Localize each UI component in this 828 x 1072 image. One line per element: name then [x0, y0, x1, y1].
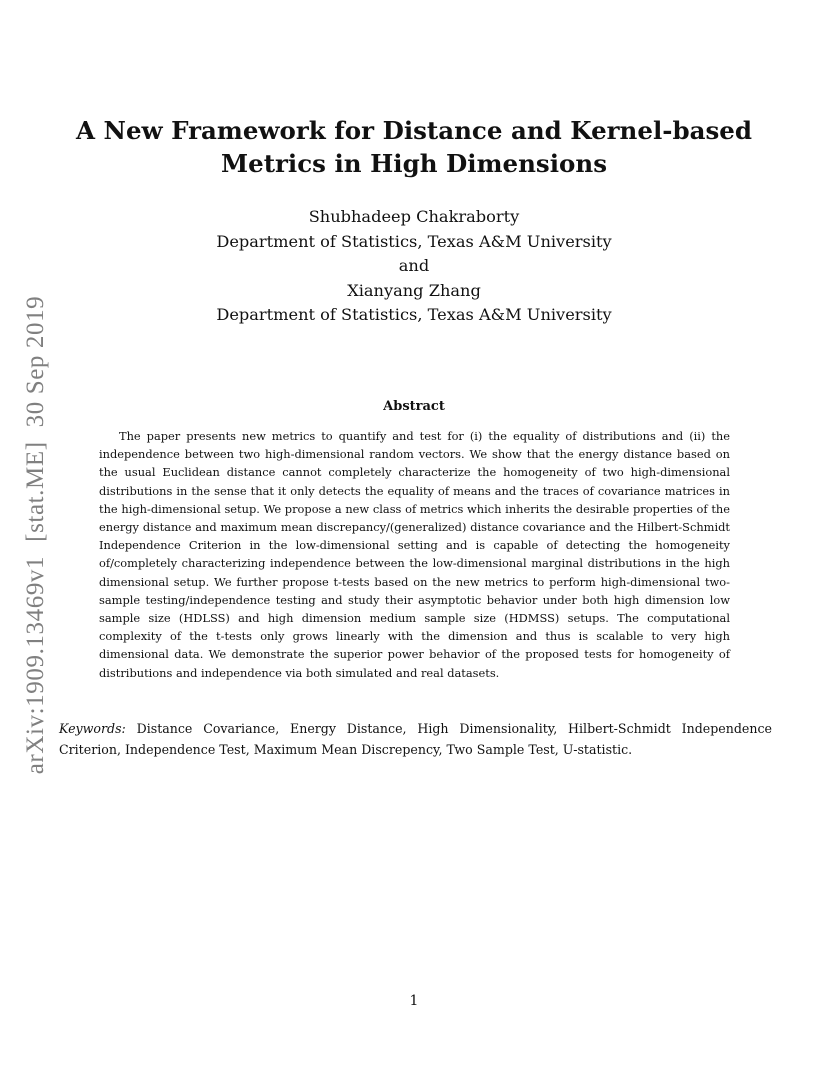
author-name-2: Xianyang Zhang [347, 280, 481, 300]
arxiv-identifier-stamp [22, 296, 50, 775]
arxiv-id: arXiv:1909.13469v1 [22, 555, 49, 775]
page-number: 1 [409, 993, 419, 1009]
author-affiliation-1: Department of Statistics, Texas A&M University [216, 231, 612, 251]
keywords-section [59, 718, 772, 760]
paper-title [60, 114, 768, 180]
keywords-label: Keywords: [59, 721, 126, 736]
title-line-2: Metrics in High Dimensions [221, 149, 607, 178]
author-name-1: Shubhadeep Chakraborty [308, 207, 520, 226]
abstract-text: The paper presents new metrics to quantify and test for (i) the equality of distributions and (ii) the independence between two high-dimensional random vectors. We show that the energy distance based on the usual Euclidean distance cannot completely characterize the homogeneity of two high-dimensional distributions in the sense that it only detects the equality of means and the traces of covariance matrices in the high-dimensional setup. We propose a new class of metrics which inherits the desirable properties of the energy distance and maximum mean discrepancy/(generalized) distance covariance and the Hilbert-Schmidt Independence Criterion in the low-dimensional setting and is capable of detecting the homogeneity of/completely characterizing independence between the low-dimensional marginal distributions in the high dimensional setup. We further propose t-tests based on the new metrics to perform high-dimensional two-sample testing/independence testing and study their asymptotic behavior under both high dimension low sample size (HDLSS) and high dimension medium sample size (HDMSS) setups. The computational complexity of the t-tests only grows linearly with the dimension and thus is scalable to very high dimensional data. We demonstrate the superior power behavior of the proposed tests for homogeneity of distributions and independence via both simulated and real datasets. [99, 429, 730, 680]
author-block [60, 205, 768, 328]
arxiv-date: 30 Sep 2019 [22, 295, 49, 428]
author-affiliation-2: Department of Statistics, Texas A&M University [216, 305, 612, 324]
author-conjunction: and [398, 256, 430, 275]
abstract-heading: Abstract [383, 399, 445, 414]
title-line-1: A New Framework for Distance and Kernel-based [76, 116, 752, 145]
arxiv-category: [stat.ME] [22, 441, 49, 542]
keywords-text: Distance Covariance, Energy Distance, High Dimensionality, Hilbert-Schmidt Independence Criterion, Independence Test, Maximum Mean Discrepency, Two Sample Test, U-statistic. [59, 721, 772, 757]
